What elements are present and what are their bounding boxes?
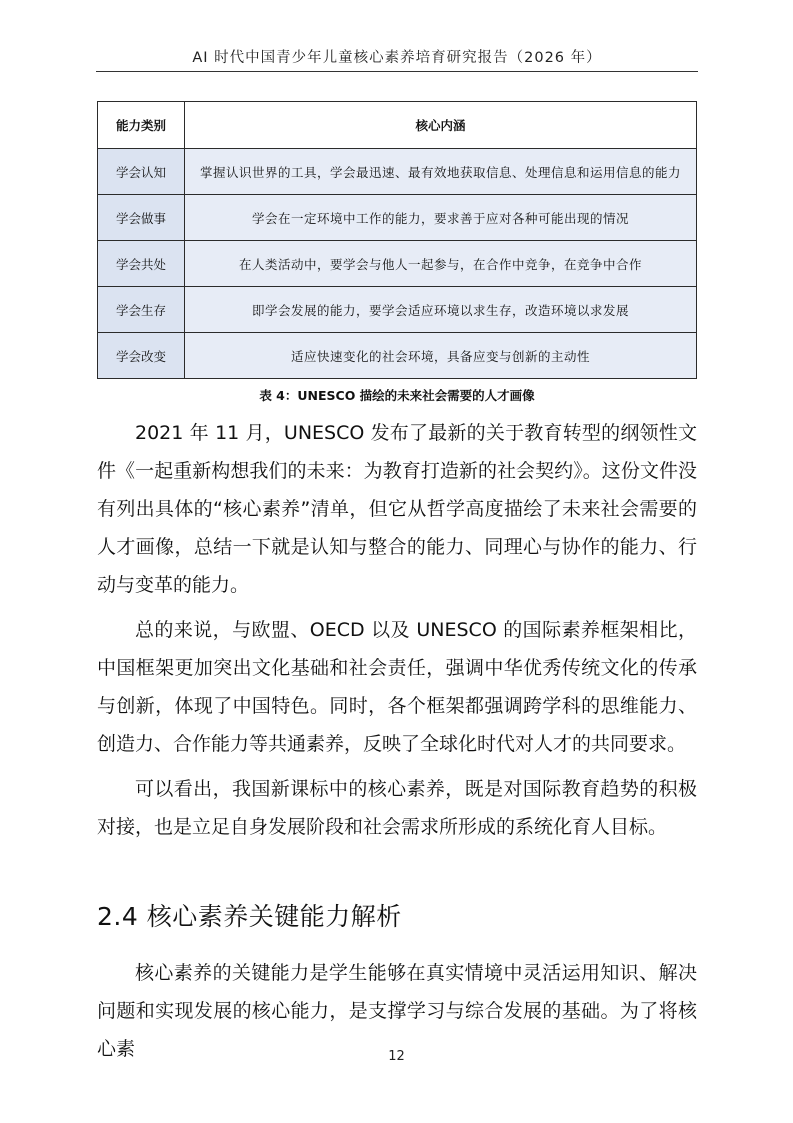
cell-category: 学会生存 [98, 287, 185, 333]
table-header-row [98, 102, 697, 149]
section-heading: 2.4 核心素养关键能力解析 [97, 902, 402, 931]
cell-category: 学会认知 [98, 149, 185, 195]
cell-content: 即学会发展的能力，要学会适应环境以求生存，改造环境以求发展 [185, 287, 697, 333]
column-header-category: 能力类别 [98, 102, 185, 149]
cell-content: 适应快速变化的社会环境，具备应变与创新的主动性 [185, 333, 697, 379]
cell-category: 学会共处 [98, 241, 185, 287]
body-paragraph: 可以看出，我国新课标中的核心素养，既是对国际教育趋势的积极对接，也是立足自身发展阶段和社会需求所形成的系统化育人目标。 [97, 778, 697, 838]
competency-table [97, 101, 697, 379]
table-row [98, 333, 697, 379]
cell-category: 学会改变 [98, 333, 185, 379]
table-row [98, 149, 697, 195]
body-paragraph: 总的来说，与欧盟、OECD 以及 UNESCO 的国际素养框架相比，中国框架更加突出文化基础和社会责任，强调中华优秀传统文化的传承与创新，体现了中国特色。同时，各个框架都强调跨学科的思维能力、创造力、合作能力等共通素养，反映了全球化时代对人才的共同要求。 [97, 619, 697, 755]
table-caption: 表 4：UNESCO 描绘的未来社会需要的人才画像 [259, 388, 535, 403]
column-header-content: 核心内涵 [185, 102, 697, 149]
page-number: 12 [388, 1049, 405, 1064]
table-row [98, 287, 697, 333]
header-rule [96, 71, 698, 72]
cell-content: 学会在一定环境中工作的能力，要求善于应对各种可能出现的情况 [185, 195, 697, 241]
table-row [98, 241, 697, 287]
body-paragraph: 核心素养的关键能力是学生能够在真实情境中灵活运用知识、解决问题和实现发展的核心能力，是支撑学习与综合发展的基础。为了将核心素 [97, 962, 697, 1060]
cell-content: 在人类活动中，要学会与他人一起参与，在合作中竞争，在竞争中合作 [185, 241, 697, 287]
body-paragraph: 2021 年 11 月，UNESCO 发布了最新的关于教育转型的纲领性文件《一起重新构想我们的未来：为教育打造新的社会契约》。这份文件没有列出具体的“核心素养”清单，但它从哲学高度描绘了未来社会需要的人才画像，总结一下就是认知与整合的能力、同理心与协作的能力、行动与变革的能力。 [97, 422, 697, 596]
cell-category: 学会做事 [98, 195, 185, 241]
cell-content: 掌握认识世界的工具，学会最迅速、最有效地获取信息、处理信息和运用信息的能力 [185, 149, 697, 195]
running-header: AI 时代中国青少年儿童核心素养培育研究报告（2026 年） [192, 50, 602, 66]
table-row [98, 195, 697, 241]
